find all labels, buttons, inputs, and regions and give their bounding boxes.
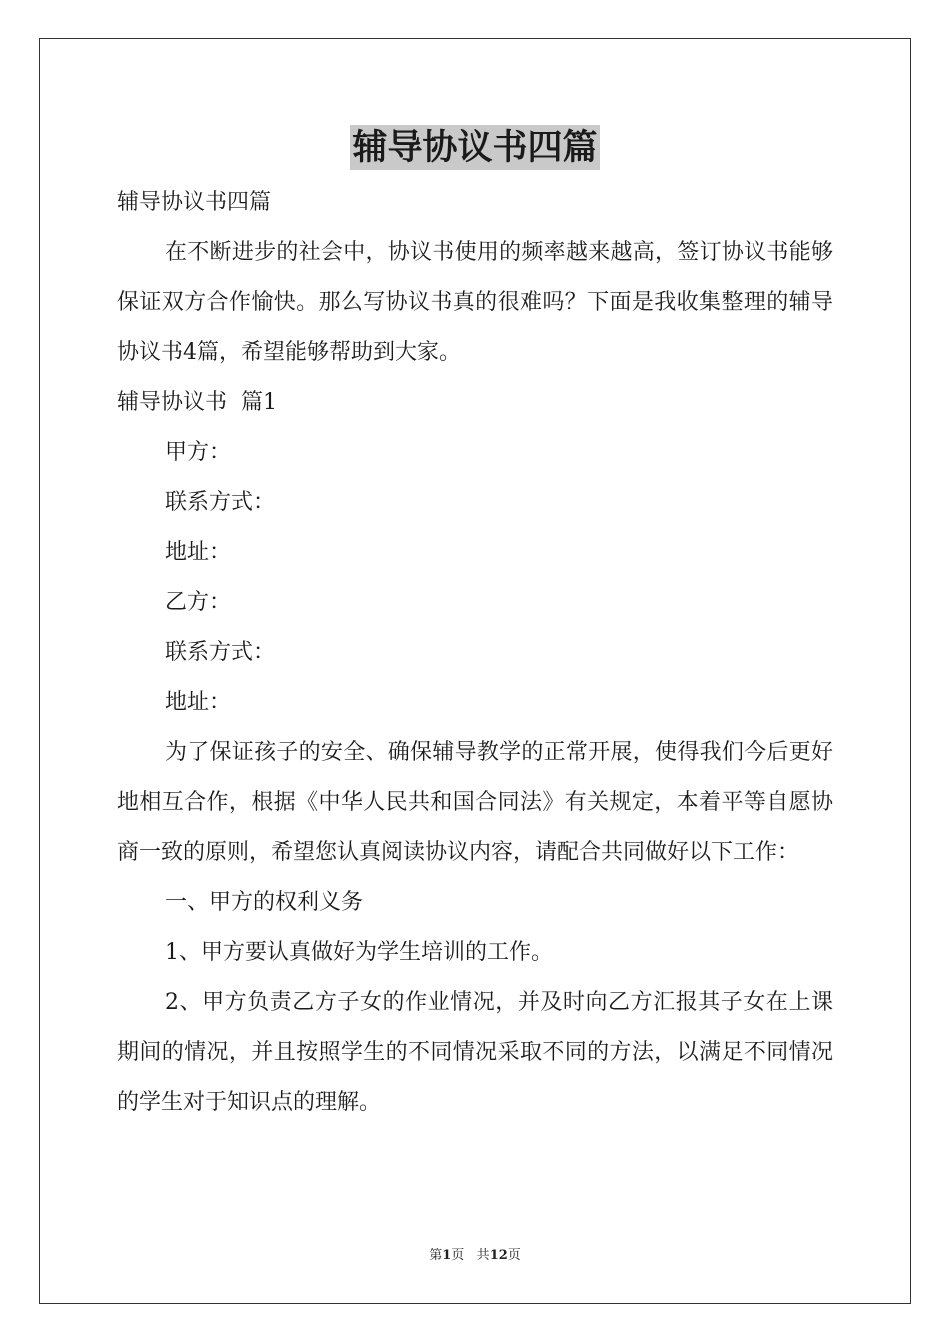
document-body [117, 178, 833, 1128]
contact-a-label: 联系方式： [165, 490, 276, 515]
address-b-label: 地址： [165, 690, 232, 715]
subtitle: 辅导协议书四篇 [117, 190, 272, 215]
clause-heading: 一、甲方的权利义务 [165, 890, 364, 915]
title-container [0, 125, 950, 170]
clause-2: 2、甲方负责乙方子女的作业情况，并及时向乙方汇报其子女在上课期间的情况，并且按照学生的不同情况采取不同的方法，以满足不同情况的学生对于知识点的理解。 [117, 990, 833, 1115]
section-heading: 辅导协议书 篇1 [117, 390, 277, 415]
party-b-label: 乙方： [165, 590, 232, 615]
total-pages: 12 [489, 1248, 508, 1263]
contact-b-label: 联系方式： [165, 640, 276, 665]
page-number: 1 [442, 1248, 452, 1263]
page-suffix: 页 [451, 1248, 465, 1263]
party-a-label: 甲方： [165, 440, 232, 465]
page-prefix: 第 [429, 1248, 443, 1263]
address-a-label: 地址： [165, 540, 232, 565]
page-footer [0, 1244, 950, 1263]
total-prefix: 共 [476, 1248, 490, 1263]
intro-paragraph: 在不断进步的社会中，协议书使用的频率越来越高，签订协议书能够保证双方合作愉快。那么写协议书真的很难吗？下面是我收集整理的辅导协议书4篇，希望能够帮助到大家。 [117, 240, 833, 365]
total-suffix: 页 [507, 1248, 521, 1263]
clause-1: 1、甲方要认真做好为学生培训的工作。 [165, 940, 553, 965]
preamble-paragraph: 为了保证孩子的安全、确保辅导教学的正常开展，使得我们今后更好地相互合作，根据《中华人民共和国合同法》有关规定，本着平等自愿协商一致的原则，希望您认真阅读协议内容，请配合共同做好以下工作： [117, 740, 833, 865]
document-title: 辅导协议书四篇 [352, 127, 598, 168]
